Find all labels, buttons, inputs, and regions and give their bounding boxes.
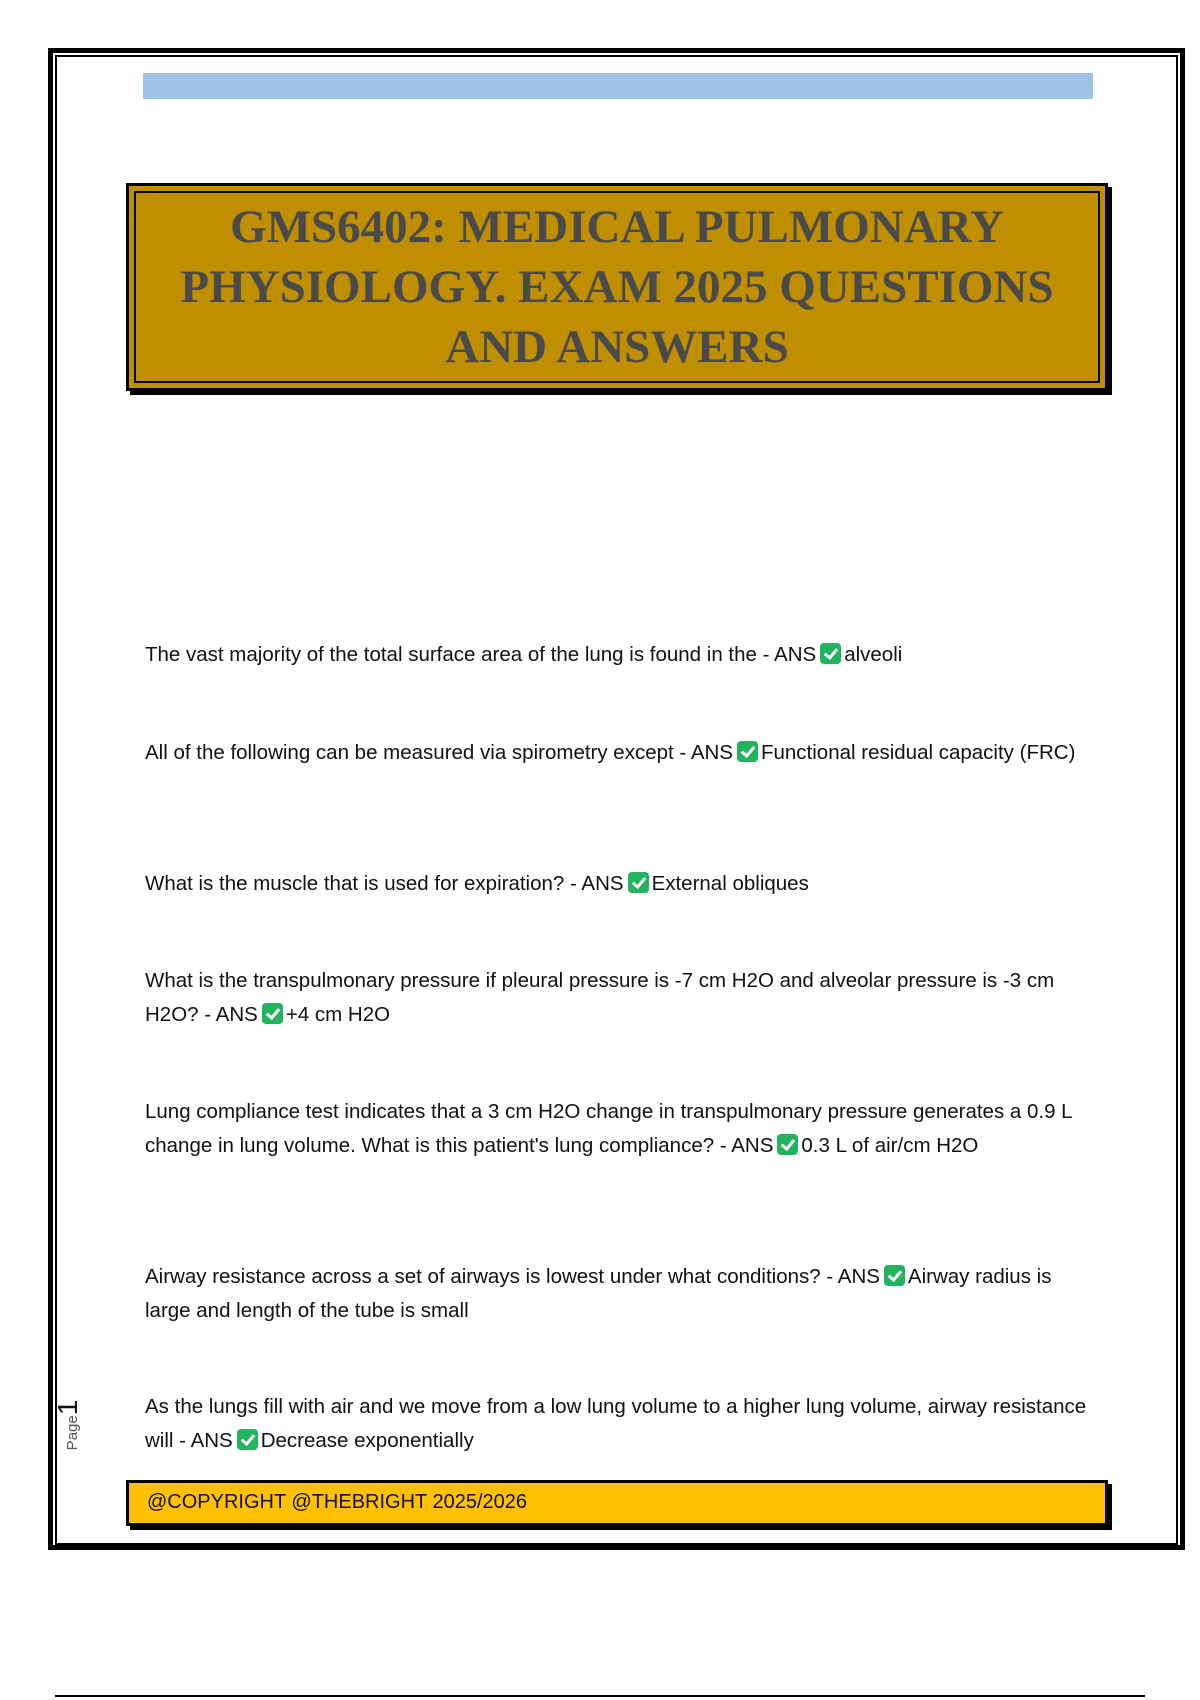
- answer-marker: - ANS: [570, 872, 624, 895]
- answer-text: alveoli: [844, 643, 903, 666]
- qa-item: [145, 1390, 1095, 1458]
- answer-text: +4 cm H2O: [285, 1003, 391, 1026]
- green-check-icon: [820, 643, 841, 664]
- answer-text: External obliques: [651, 872, 809, 895]
- green-check-icon: [628, 872, 649, 893]
- answer-text: Airway radius is large and length of the tube is small: [145, 1265, 1052, 1322]
- question-text: The vast majority of the total surface area of the lung is found in the: [145, 643, 757, 666]
- page-number-label: [52, 1395, 112, 1455]
- qa-item: [145, 964, 1095, 1032]
- header-accent-bar: [143, 73, 1093, 99]
- answer-text: 0.3 L of air/cm H2O: [801, 1134, 979, 1157]
- answer-marker: - ANS: [179, 1429, 233, 1452]
- question-text: Airway resistance across a set of airways is lowest under what conditions?: [145, 1265, 821, 1288]
- qa-item: [145, 1095, 1095, 1163]
- green-check-icon: [737, 741, 758, 762]
- qa-item: [145, 1260, 1095, 1328]
- answer-marker: - ANS: [679, 741, 733, 764]
- page-word: Page: [64, 1415, 81, 1451]
- question-text: What is the transpulmonary pressure if pleural pressure is -7 cm H2O and alveolar pressure is -3 cm H2O?: [145, 969, 1055, 1026]
- bottom-rule: [55, 1695, 1145, 1697]
- answer-text: Functional residual capacity (FRC): [760, 741, 1076, 764]
- answer-text: Decrease exponentially: [260, 1429, 474, 1452]
- question-text: What is the muscle that is used for expiration?: [145, 872, 565, 895]
- green-check-icon: [237, 1429, 258, 1450]
- document-title: GMS6402: MEDICAL PULMONARY PHYSIOLOGY. EXAM 2025 QUESTIONS AND ANSWERS: [180, 201, 1054, 373]
- answer-marker: - ANS: [762, 643, 817, 666]
- title-banner: [126, 183, 1108, 391]
- qa-item: [145, 867, 1095, 901]
- page-number: 1: [52, 1399, 83, 1416]
- green-check-icon: [777, 1134, 798, 1155]
- answer-marker: - ANS: [204, 1003, 258, 1026]
- green-check-icon: [884, 1265, 905, 1286]
- question-text: Lung compliance test indicates that a 3 cm H2O change in transpulmonary pressure generates a 0.9 L change in lung volume. What is this patient's lung compliance?: [145, 1100, 1072, 1157]
- question-text: As the lungs fill with air and we move from a low lung volume to a higher lung volume, airway resistance will: [145, 1395, 1087, 1452]
- answer-marker: - ANS: [719, 1134, 774, 1157]
- qa-item: [145, 736, 1095, 770]
- qa-item: [145, 638, 1095, 672]
- question-text: All of the following can be measured via spirometry except: [145, 741, 674, 764]
- green-check-icon: [262, 1003, 283, 1024]
- footer-bar: [126, 1480, 1108, 1526]
- answer-marker: - ANS: [826, 1265, 880, 1288]
- copyright-text: @COPYRIGHT @THEBRIGHT 2025/2026: [147, 1491, 527, 1513]
